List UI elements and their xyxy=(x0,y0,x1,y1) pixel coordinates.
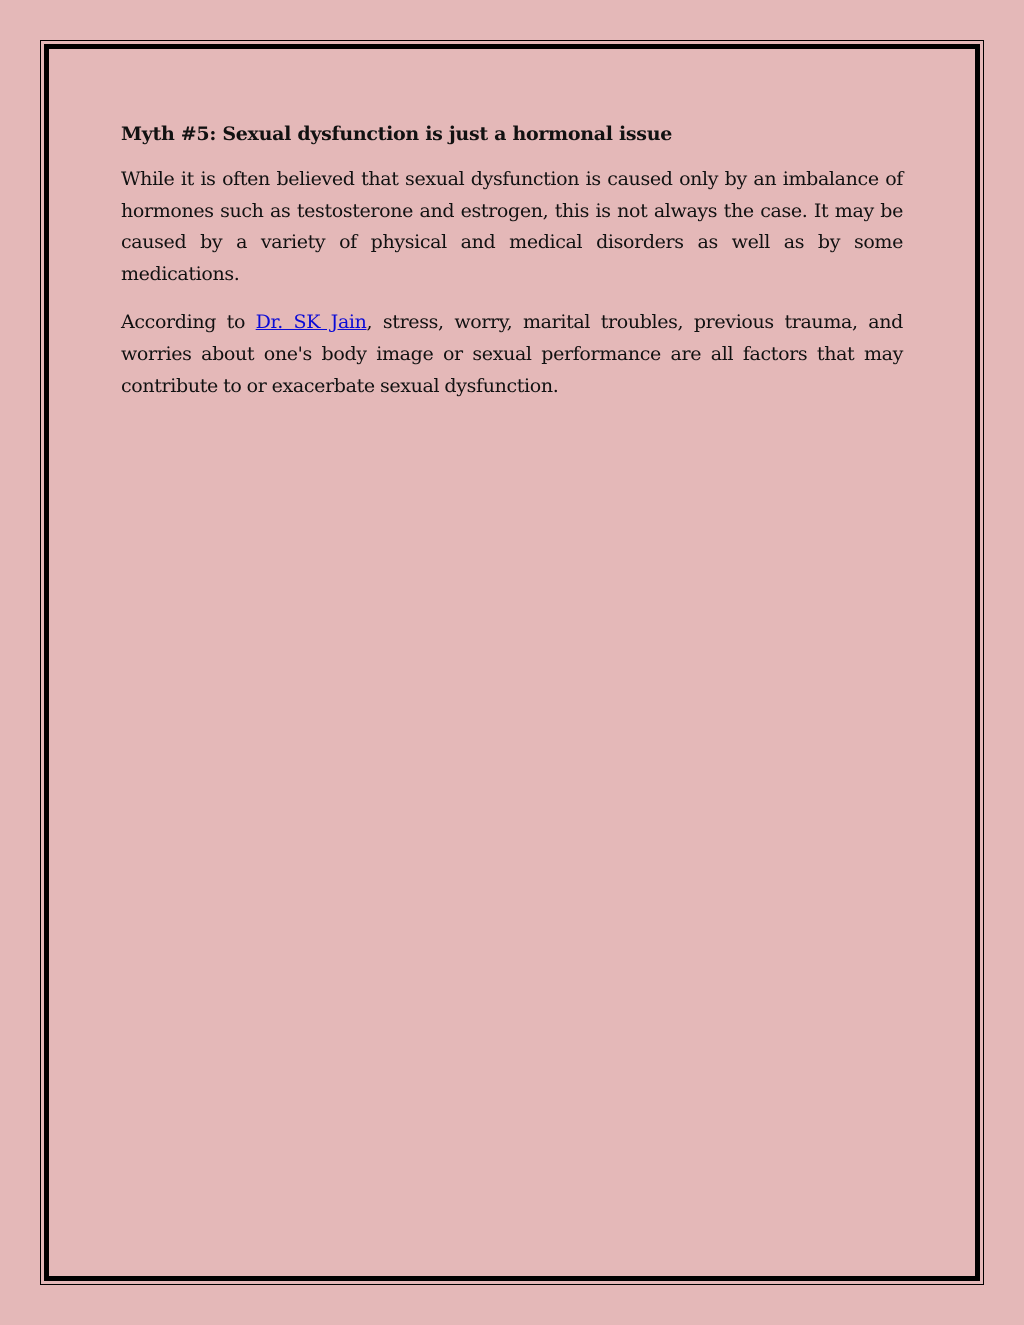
paragraph-text-after-link: , stress, worry, marital troubles, previous trauma, and worries about one's body image or sexual performance are all factors that may contribute to or exacerbate sexual dysfunction. xyxy=(121,311,903,397)
dr-sk-jain-link[interactable]: Dr. SK Jain xyxy=(255,311,367,334)
paragraph-hormones: While it is often believed that sexual dysfunction is caused only by an imbalance of hormones such as testosterone and estrogen, this is not always the case. It may be caused by a variety of physical and medical disorders as well as by some medications. xyxy=(121,168,903,285)
section-heading: Myth #5: Sexual dysfunction is just a hormonal issue xyxy=(121,123,673,145)
paragraph-factors xyxy=(121,307,903,402)
paragraph-text-before-link: According to xyxy=(121,311,256,334)
document-body xyxy=(121,118,903,419)
